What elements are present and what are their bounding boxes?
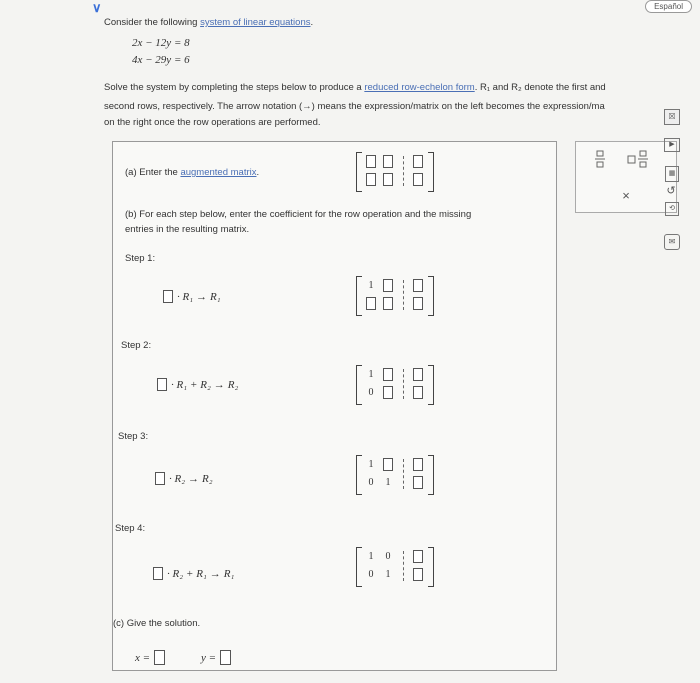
part-b-label-2: entries in the resulting matrix. (125, 224, 250, 235)
intro-text: Consider the following system of linear equations. (104, 17, 314, 28)
augmented-matrix-link[interactable]: augmented matrix (180, 167, 257, 178)
s1-m12-input[interactable] (383, 279, 393, 292)
s1-m13-input[interactable] (413, 279, 423, 292)
s2-m13-input[interactable] (413, 368, 423, 381)
instruction-line-1: Solve the system by completing the steps below to produce a reduced row-echelon form. R₁ and R₂ denote the first and (104, 82, 606, 93)
solution-y: y = (201, 650, 231, 665)
instruction-line-3: on the right once the row operations are performed. (104, 117, 321, 128)
step-1-matrix: 1 (356, 276, 434, 316)
step-3-title: Step 3: (118, 431, 149, 442)
step-3-coefficient-input[interactable] (155, 472, 165, 485)
a12-input[interactable] (383, 155, 393, 168)
s1-m21-input[interactable] (366, 297, 376, 310)
undo-icon[interactable]: ↺ (666, 185, 676, 197)
a13-input[interactable] (413, 155, 423, 168)
language-button[interactable]: Español (645, 0, 692, 13)
a11-input[interactable] (366, 155, 376, 168)
step-4-matrix: 1 0 0 1 (356, 547, 434, 587)
checkbox-icon[interactable]: ☒ (664, 109, 680, 125)
step-1-operation: · R₁ → R₁ (163, 290, 221, 303)
video-icon[interactable]: ▶ (664, 138, 680, 152)
equation-2: 4x − 29y = 6 (132, 54, 190, 66)
calculator-icon[interactable]: ▦ (665, 166, 679, 182)
part-a-label: (a) Enter the augmented matrix. (125, 167, 260, 178)
y-input[interactable] (220, 650, 231, 665)
step-3-matrix: 1 0 1 (356, 455, 434, 495)
system-link[interactable]: system of linear equations (200, 17, 311, 28)
equation-1: 2x − 12y = 8 (132, 37, 190, 49)
step-2-operation: · R₁ + R₂ → R₂ (157, 378, 238, 391)
s2-m23-input[interactable] (413, 386, 423, 399)
step-4-title: Step 4: (115, 523, 146, 534)
close-icon[interactable]: × (622, 188, 630, 203)
mail-icon[interactable]: ✉ (664, 234, 680, 250)
s4-m23-input[interactable] (413, 568, 423, 581)
step-2-matrix: 1 0 (356, 365, 434, 405)
a21-input[interactable] (366, 173, 376, 186)
s4-m13-input[interactable] (413, 550, 423, 563)
part-c-label: (c) Give the solution. (113, 618, 201, 629)
s2-m22-input[interactable] (383, 386, 393, 399)
answer-panel (112, 141, 557, 671)
step-2-coefficient-input[interactable] (157, 378, 167, 391)
mixed-number-icon[interactable] (626, 150, 652, 171)
fraction-icon[interactable] (590, 150, 610, 171)
instruction-line-2: second rows, respectively. The arrow notation (→) means the expression/matrix on the left becomes the expression/ma (104, 101, 605, 112)
solution-x: x = (135, 650, 165, 665)
step-1-title: Step 1: (125, 253, 156, 264)
a22-input[interactable] (383, 173, 393, 186)
step-4-operation: · R₂ + R₁ → R₁ (153, 567, 234, 580)
s3-m12-input[interactable] (383, 458, 393, 471)
math-tools-panel (575, 141, 677, 213)
chevron-down-icon[interactable]: ∨ (92, 0, 102, 15)
step-3-operation: · R₂ → R₂ (155, 472, 213, 485)
step-4-coefficient-input[interactable] (153, 567, 163, 580)
reset-icon[interactable]: ⟲ (665, 202, 679, 216)
a23-input[interactable] (413, 173, 423, 186)
step-2-title: Step 2: (121, 340, 152, 351)
part-b-label-1: (b) For each step below, enter the coefficient for the row operation and the missing (125, 209, 472, 220)
s1-m23-input[interactable] (413, 297, 423, 310)
rref-link[interactable]: reduced row-echelon form (364, 82, 475, 93)
s2-m12-input[interactable] (383, 368, 393, 381)
augmented-matrix (356, 152, 434, 192)
step-1-coefficient-input[interactable] (163, 290, 173, 303)
s3-m23-input[interactable] (413, 476, 423, 489)
x-input[interactable] (154, 650, 165, 665)
s3-m13-input[interactable] (413, 458, 423, 471)
s1-m22-input[interactable] (383, 297, 393, 310)
